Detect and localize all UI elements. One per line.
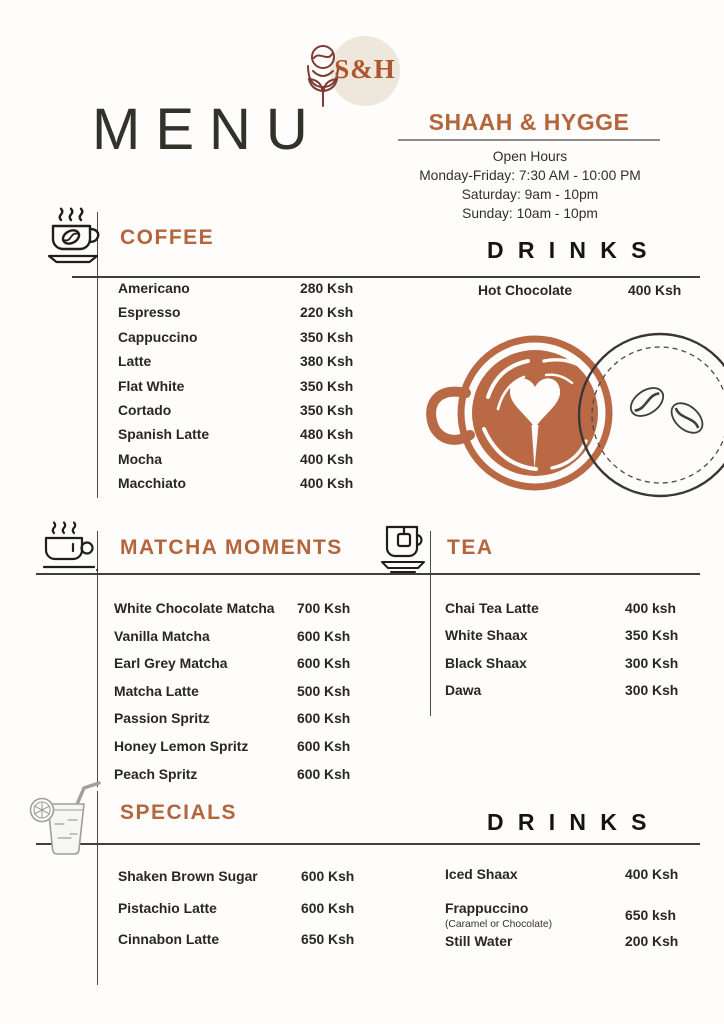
item-price: 650 Ksh [301,931,355,948]
list-item [118,426,354,450]
open-hours [360,147,700,223]
tea-list [445,600,679,710]
list-item [114,600,351,628]
hours-weekday: Monday-Friday: 7:30 AM - 10:00 PM [419,168,641,183]
list-item [478,282,682,306]
item-price: 400 Ksh [300,450,354,467]
item-name: Passion Spritz [114,710,210,727]
list-item [118,899,355,932]
list-item [118,353,354,377]
drinks-top-list [478,282,682,306]
drinks-bottom-list [445,866,679,967]
tea-vertical-rule [430,531,432,716]
item-name: Cinnabon Latte [118,931,220,948]
bottom-section-rule [36,843,700,845]
item-name: Mocha [118,450,162,467]
list-item [445,627,679,654]
item-price: 600 Ksh [301,868,355,884]
list-item [114,627,351,656]
item-name: Spanish Latte [118,426,210,443]
item-price: 600 Ksh [297,765,351,782]
item-price: 650 ksh [625,906,676,923]
item-price: 200 Ksh [625,933,679,950]
item-price: 350 Ksh [300,401,354,418]
list-item [118,304,354,328]
item-price: 380 Ksh [300,353,354,370]
item-name: White Chocolate Matcha [114,600,275,616]
tea-mug-icon [377,523,429,575]
list-item [118,401,354,426]
item-price: 350 Ksh [300,328,354,345]
list-item [445,899,676,934]
item-name: Still Water [445,933,513,950]
list-item [114,765,351,794]
item-name: Cortado [118,401,172,418]
item-price: 600 Ksh [297,710,351,727]
item-price: 600 Ksh [297,627,351,644]
item-price: 400 Ksh [628,282,682,298]
list-item [118,450,354,475]
brand-divider [398,139,660,141]
list-item [114,710,351,738]
list-item [114,682,351,711]
list-item [118,475,354,499]
item-price: 400 Ksh [300,475,354,492]
open-hours-heading: Open Hours [492,149,568,164]
item-name: Iced Shaax [445,866,518,882]
item-price: 480 Ksh [300,426,354,443]
item-name: Latte [118,353,152,370]
list-item [118,280,354,304]
list-item [114,655,351,683]
item-name: Peach Spritz [114,765,198,782]
item-price: 400 Ksh [625,866,679,882]
coffee-section-title: COFFEE [120,226,215,249]
item-name: Americano [118,280,190,296]
coffee-cup-icon [44,206,102,268]
specials-list [118,868,355,963]
latte-art-illustration [420,325,724,505]
drinks-bottom-title: DRINKS [487,809,661,835]
list-item [445,654,679,682]
matcha-section-title: MATCHA MOMENTS [120,536,343,559]
item-price: 600 Ksh [297,737,351,754]
item-price: 300 Ksh [625,654,679,671]
list-item [118,868,355,900]
item-name: Black Shaax [445,654,527,671]
item-price: 400 ksh [625,600,676,616]
hours-saturday: Saturday: 9am - 10pm [461,187,599,202]
item-name: Matcha Latte [114,682,199,699]
item-price: 280 Ksh [300,280,354,296]
item-name: Cappuccino [118,328,198,345]
item-name: White Shaax [445,627,528,644]
item-name: Frappuccino [445,899,529,916]
specials-section-title: SPECIALS [120,801,238,824]
item-name: Earl Grey Matcha [114,655,228,672]
coffee-list [118,280,354,500]
item-price: 350 Ksh [300,377,354,394]
item-note: (Caramel or Chocolate) [445,918,553,930]
list-item [445,600,676,627]
page-title: MENU [92,97,323,162]
list-item [118,377,354,402]
item-price: 500 Ksh [297,682,351,699]
item-name: Shaken Brown Sugar [118,868,258,884]
matcha-cup-icon [40,521,100,575]
item-name: Macchiato [118,475,186,492]
item-price: 600 Ksh [297,655,351,672]
hours-sunday: Sunday: 10am - 10pm [462,206,598,221]
list-item [445,933,679,967]
item-name: Pistachio Latte [118,899,217,916]
list-item [118,328,354,353]
item-name: Honey Lemon Spritz [114,737,249,754]
item-name: Hot Chocolate [478,282,573,298]
item-price: 220 Ksh [300,304,354,321]
item-name: Dawa [445,682,482,699]
item-price: 350 Ksh [625,627,679,644]
brand-name: SHAAH & HYGGE [428,109,630,135]
item-name: Chai Tea Latte [445,600,539,616]
item-price: 700 Ksh [297,600,351,616]
item-name: Vanilla Matcha [114,627,210,644]
iced-drink-icon [28,776,102,862]
list-item [445,682,679,709]
list-item [445,866,679,900]
logo-monogram: S&H [334,54,396,84]
item-price: 600 Ksh [301,899,355,916]
top-section-rule [72,276,700,278]
item-name: Espresso [118,304,181,321]
matcha-list [114,600,351,793]
tea-section-title: TEA [447,536,494,559]
item-name: Flat White [118,377,185,394]
drinks-top-title: DRINKS [487,237,661,263]
item-price: 300 Ksh [625,682,679,699]
mid-section-rule [36,573,700,575]
list-item [114,737,351,766]
list-item [118,931,355,963]
